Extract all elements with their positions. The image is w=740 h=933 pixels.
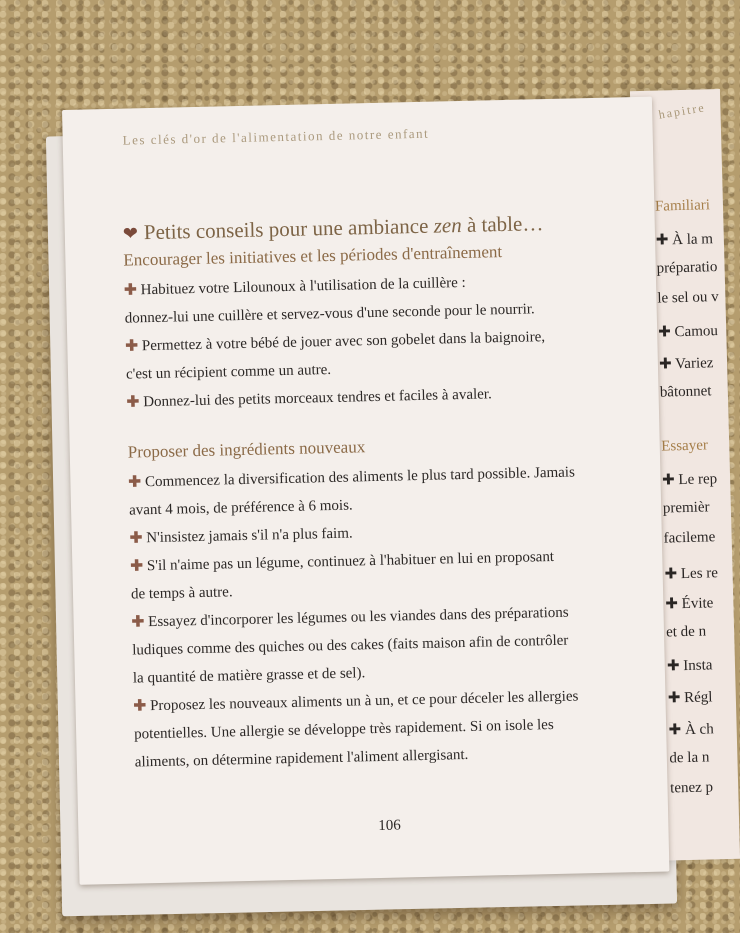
cross-bullet-icon: ✚ [131,614,145,631]
right-page-fragment: et de n [665,623,707,641]
cross-bullet-icon: ✚ [129,530,143,547]
list-item: ✚ Donnez-lui des petits morceaux tendres et faciles à avaler. [126,386,492,411]
right-page-fragment: ✚ Évite [665,595,714,613]
cross-bullet-icon: ✚ [123,282,137,299]
section-title-end: à table… [461,211,544,237]
book-page [62,97,669,885]
cross-bullet-icon: ✚ [130,558,144,575]
list-item-continued: de temps à autre. [130,584,233,603]
cross-bullet-icon: ✚ [133,698,147,715]
right-page-fragment: bâtonnet [659,383,712,401]
list-item-continued: la quantité de matière grasse et de sel). [132,665,366,687]
running-head: Les clés d'or de l'alimentation de notre enfant [122,125,430,148]
list-ingredients [128,457,645,776]
right-page-fragment: ✚ Les re [664,565,719,583]
list-item-continued: potentielles. Une allergie se développe très rapidement. Si on isole les [134,717,554,743]
cross-bullet-icon: ✚ [125,338,139,355]
list-item: ✚ Essayez d'incorporer les légumes ou les viandes dans des préparations [131,604,569,631]
right-page-fragment: ✚ Camou [658,323,719,341]
right-page-fragment: de la n [669,749,710,767]
list-item-continued: ludiques comme des quiches ou des cakes (faits maison afin de contrôler [132,632,569,659]
right-page-running-head: hapitre [657,100,707,122]
right-page-fragment: Familiari [654,197,711,215]
right-page-fragment: facileme [663,529,716,547]
right-page-fragment: tenez p [669,779,714,797]
list-item: ✚ Proposez les nouveaux aliments un à un, et ce pour déceler les allergies [133,688,579,715]
list-item-continued: aliments, on détermine rapidement l'aliment allergisant. [134,746,469,771]
right-page-fragment: préparatio [656,259,718,277]
page-number: 106 [378,817,402,835]
subheading-initiatives: Encourager les initiatives et les périodes d'entraînement [123,242,503,270]
list-item-continued: donnez-lui une cuillère et servez-vous d'une seconde pour le nourrir. [124,301,535,327]
list-item-continued: avant 4 mois, de préférence à 6 mois. [128,497,353,519]
right-page-fragment: ✚ Insta [666,657,713,675]
heart-icon: ❤ [122,223,139,244]
right-page-fragment: ✚ Le rep [661,471,718,489]
list-item: ✚ Habituez votre Lilounoux à l'utilisation de la cuillère : [123,274,466,299]
section-title [123,211,544,246]
list-item: ✚ Commencez la diversification des aliments le plus tard possible. Jamais [128,464,576,491]
right-page-fragment: ✚ À la m [655,231,714,249]
right-page-fragment: le sel ou v [657,289,719,307]
list-item-continued: c'est un récipient comme un autre. [125,361,332,383]
right-page-fragment: ✚ À ch [668,721,714,739]
cross-bullet-icon: ✚ [128,474,142,491]
list-item: ✚ Permettez à votre bébé de jouer avec son gobelet dans la baignoire, [125,329,546,355]
subheading-ingredients: Proposer des ingrédients nouveaux [127,437,366,462]
list-initiatives [124,265,637,417]
section-title-emphasis: zen [433,212,462,238]
right-page-fragment: premièr [662,499,710,517]
cross-bullet-icon: ✚ [126,394,140,411]
right-page-fragment: ✚ Variez [658,355,714,373]
list-item: ✚ N'insistez jamais s'il n'a plus faim. [129,525,353,547]
list-item: ✚ S'il n'aime pas un légume, continuez à l'habituer en lui en proposant [130,548,555,575]
right-page-fragment: ✚ Régl [667,689,713,707]
section-title-start: Petits conseils pour une ambiance [143,213,434,245]
right-page-fragment: Essayer [661,437,709,455]
